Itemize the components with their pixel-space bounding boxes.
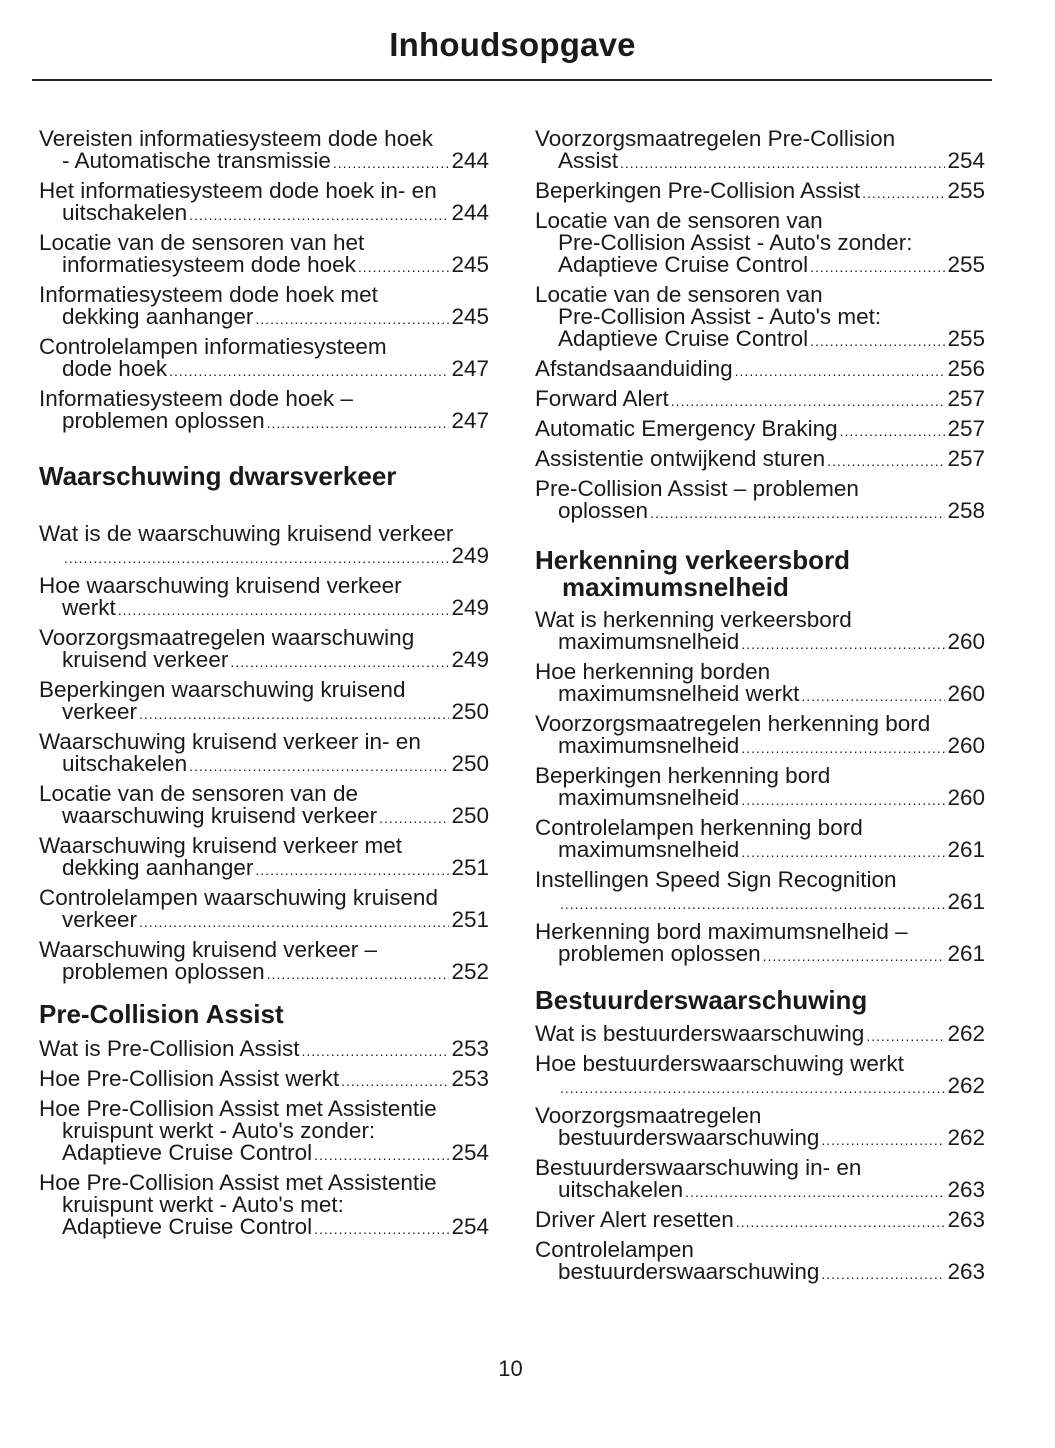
toc-page-number[interactable]: 244 [451,148,489,173]
toc-entry-line [535,891,985,913]
section-heading-line: Bestuurderswaarschuwing [535,985,868,1015]
toc-entry-text: - Automatische transmissie [62,148,331,173]
dot-leader [866,1025,945,1047]
toc-entry-text: maximumsnelheid [558,629,740,654]
toc-entry[interactable] [535,869,985,913]
toc-entry[interactable] [535,478,985,522]
toc-entry-line [535,631,985,653]
dot-leader [64,547,449,569]
toc-entry[interactable] [39,1098,489,1164]
toc-entry-line [39,753,489,775]
toc-page-number[interactable]: 263 [947,1207,985,1232]
toc-entry[interactable] [535,661,985,705]
toc-entry-text: maximumsnelheid werkt [558,681,800,706]
toc-page-number[interactable]: 250 [451,803,489,828]
toc-entry-text: Controlelampen [535,1237,694,1262]
dot-leader [840,420,946,442]
toc-entry-text: Wat is Pre-Collision Assist [39,1036,300,1061]
toc-entry-line [39,1216,489,1238]
toc-entry-line [535,478,985,500]
toc-page-number[interactable]: 251 [451,907,489,932]
toc-entry-line [535,358,985,380]
toc-entry[interactable] [535,1105,985,1149]
toc-entry-line [535,232,985,254]
toc-page-number[interactable]: 262 [947,1125,985,1150]
toc-entry-line [535,1105,985,1127]
toc-entry[interactable] [535,817,985,861]
toc-page-number[interactable]: 255 [947,252,985,277]
toc-entry[interactable] [535,765,985,809]
toc-entry-line [535,328,985,350]
toc-entry-text: Informatiesysteem dode hoek – [39,386,353,411]
toc-entry[interactable] [39,523,489,567]
toc-entry-text: Bestuurderswaarschuwing in- en [535,1155,862,1180]
toc-page-number[interactable]: 253 [451,1066,489,1091]
toc-page-number[interactable]: 260 [947,785,985,810]
dot-leader [267,963,450,985]
toc-entry-text: informatiesysteem dode hoek [62,252,356,277]
toc-entry-text: Voorzorgsmaatregelen Pre-Collision [535,126,896,151]
toc-page-number[interactable]: 257 [947,416,985,441]
toc-entry[interactable] [39,1068,489,1090]
toc-page-number[interactable]: 249 [451,595,489,620]
toc-entry-text: Adaptieve Cruise Control [558,252,809,277]
toc-entry-text: kruispunt werkt - Auto's zonder: [62,1118,376,1143]
toc-entry-line [39,961,489,983]
toc-entry-text: Adaptieve Cruise Control [62,1140,313,1165]
toc-entry-text: dekking aanhanger [62,855,254,880]
toc-entry[interactable] [39,627,489,671]
toc-entry-line [39,410,489,432]
toc-entry-line [39,1038,489,1060]
toc-entry[interactable] [535,128,985,172]
toc-page-number[interactable]: 260 [947,733,985,758]
toc-page-number[interactable]: 261 [947,889,985,914]
toc-entry-text: waarschuwing kruisend verkeer [62,803,378,828]
toc-section [39,128,489,432]
toc-entry-text: Pre-Collision Assist - Auto's zonder: [558,230,913,255]
toc-entry-text: Wat is de waarschuwing kruisend verkeer [39,521,454,546]
toc-entry-text: Pre-Collision Assist - Auto's met: [558,304,882,329]
toc-entry-line [535,817,985,839]
toc-page-number[interactable]: 260 [947,681,985,706]
toc-entry[interactable] [535,1023,985,1045]
toc-entry-text: werkt [62,595,116,620]
toc-page-number[interactable]: 256 [947,356,985,381]
toc-entry-text: Adaptieve Cruise Control [558,326,809,351]
dot-leader [741,737,945,759]
dot-leader [189,204,449,226]
toc-page-number[interactable]: 245 [451,252,489,277]
toc-page-number[interactable]: 252 [451,959,489,984]
toc-section [39,463,489,983]
toc-entry-text: Assist [558,148,619,173]
toc-entry-line [535,943,985,965]
toc-entry[interactable] [39,284,489,328]
toc-entry[interactable] [39,388,489,432]
dot-leader [314,1144,449,1166]
toc-page-number[interactable]: 255 [947,178,985,203]
toc-entry-line [535,735,985,757]
toc-entry-text: uitschakelen [62,751,188,776]
dot-leader [560,1077,945,1099]
toc-entry-line [39,805,489,827]
toc-entry-line [39,731,489,753]
toc-entry-line [39,939,489,961]
dot-leader [650,502,945,524]
toc-entry-line [535,388,985,410]
toc-section [535,547,985,965]
toc-entry-line [39,254,489,276]
toc-entry-text: Beperkingen herkenning bord [535,763,831,788]
dot-leader [801,685,945,707]
toc-entry-text: Assistentie ontwijkend sturen [535,446,826,471]
toc-page-number[interactable]: 247 [451,408,489,433]
toc-entry-text: Instellingen Speed Sign Recognition [535,867,897,892]
toc-entry-text: Locatie van de sensoren van het [39,230,365,255]
toc-entry-text: Pre-Collision Assist – problemen [535,476,859,501]
dot-leader [821,1263,945,1285]
toc-entry-text: Controlelampen herkenning bord [535,815,863,840]
dot-leader [139,703,449,725]
toc-page-number[interactable]: 244 [451,200,489,225]
toc-entry[interactable] [535,609,985,653]
toc-entry-line [535,284,985,306]
toc-entry-text: Hoe Pre-Collision Assist met Assistentie [39,1096,437,1121]
dot-leader [741,633,945,655]
dot-leader [741,841,945,863]
toc-entry-text: dode hoek [62,356,168,381]
toc-entry-text: Controlelampen informatiesysteem [39,334,387,359]
toc-entry-text: Voorzorgsmaatregelen waarschuwing [39,625,415,650]
toc-entry-text: maximumsnelheid [558,733,740,758]
toc-page-number[interactable]: 254 [451,1140,489,1165]
toc-entry-text: Herkenning bord maximumsnelheid – [535,919,908,944]
toc-entry-text: Hoe bestuurderswaarschuwing werkt [535,1051,904,1076]
toc-page-number[interactable]: 260 [947,629,985,654]
toc-entry[interactable] [39,835,489,879]
toc-page-number[interactable]: 261 [947,837,985,862]
dot-leader [810,256,945,278]
toc-entry-line [39,887,489,909]
toc-entry-text: uitschakelen [62,200,188,225]
toc-entry[interactable] [535,1157,985,1201]
toc-page-number[interactable]: 261 [947,941,985,966]
toc-entry-line [39,232,489,254]
dot-leader [301,1040,449,1062]
toc-entry[interactable] [535,388,985,410]
toc-entry[interactable] [39,887,489,931]
toc-entry-line [535,609,985,631]
toc-entry-line [535,500,985,522]
toc-entry-line [39,857,489,879]
toc-entry[interactable] [39,783,489,827]
toc-page-number[interactable]: 263 [947,1177,985,1202]
toc-entry-text: Beperkingen Pre-Collision Assist [535,178,861,203]
dot-leader [255,859,449,881]
toc-entry-text: Hoe Pre-Collision Assist met Assistentie [39,1170,437,1195]
toc-section [535,987,985,1283]
toc-entry[interactable] [39,1038,489,1060]
toc-entry-text: maximumsnelheid [558,837,740,862]
toc-entry-text: Wat is herkenning verkeersbord [535,607,852,632]
toc-page-number[interactable]: 253 [451,1036,489,1061]
toc-page-number[interactable]: 263 [947,1259,985,1284]
dot-leader [255,308,449,330]
section-heading [535,547,985,601]
dot-leader [741,789,945,811]
toc-entry-line [535,418,985,440]
dot-leader [333,152,450,174]
toc-page-number[interactable]: 247 [451,356,489,381]
dot-leader [620,152,945,174]
toc-entry-line [535,839,985,861]
toc-page-number[interactable]: 257 [947,446,985,471]
toc-entry-line [39,649,489,671]
toc-entry[interactable] [39,128,489,172]
toc-entry[interactable] [535,358,985,380]
toc-entry-text: maximumsnelheid [558,785,740,810]
toc-entry-line [535,150,985,172]
toc-entry-line [535,210,985,232]
toc-entry-line [535,1053,985,1075]
toc-page-number[interactable]: 249 [451,647,489,672]
dot-leader [341,1070,449,1092]
toc-section [535,128,985,522]
toc-page-number[interactable]: 254 [451,1214,489,1239]
toc-entry-text: Automatic Emergency Braking [535,416,838,441]
toc-page-number[interactable]: 251 [451,855,489,880]
dot-leader [230,651,449,673]
page-number: 10 [498,1356,523,1381]
dot-leader [827,450,945,472]
toc-entry-line [535,306,985,328]
toc-entry-line [39,128,489,150]
section-heading [535,987,985,1014]
toc-entry[interactable] [535,180,985,202]
toc-entry-line [535,921,985,943]
toc-entry-line [39,358,489,380]
dot-leader [139,911,449,933]
dot-leader [169,360,449,382]
dot-leader [685,1181,945,1203]
toc-entry-text: Voorzorgsmaatregelen [535,1103,762,1128]
dot-leader [189,755,449,777]
toc-page-number[interactable]: 245 [451,304,489,329]
toc-entry-line [39,1172,489,1194]
toc-entry-text: Wat is bestuurderswaarschuwing [535,1021,865,1046]
toc-entry-text: Adaptieve Cruise Control [62,1214,313,1239]
section-heading-line: Pre-Collision Assist [39,999,284,1029]
toc-entry[interactable] [535,448,985,470]
toc-page-number[interactable]: 257 [947,386,985,411]
dot-leader [358,256,450,278]
toc-page-number[interactable]: 255 [947,326,985,351]
section-heading-line: Herkenning verkeersbord [535,545,851,575]
toc-entry-text: bestuurderswaarschuwing [558,1125,820,1150]
toc-entry-text: Het informatiesysteem dode hoek in- en [39,178,437,203]
toc-entry-line [535,1023,985,1045]
toc-entry-text: Driver Alert resetten [535,1207,734,1232]
dot-leader [736,1211,946,1233]
toc-entry-text: Hoe herkenning borden [535,659,771,684]
toc-entry[interactable] [535,418,985,440]
toc-entry-text: Waarschuwing kruisend verkeer in- en [39,729,421,754]
toc-entry-line [535,1261,985,1283]
toc-entry-text: Locatie van de sensoren van de [39,781,358,806]
toc-entry-line [39,627,489,649]
toc-entry-text: Informatiesysteem dode hoek met [39,282,378,307]
toc-entry-text: Hoe waarschuwing kruisend verkeer [39,573,402,598]
toc-entry-line [535,128,985,150]
toc-entry-text: uitschakelen [558,1177,684,1202]
toc-entry-text: problemen oplossen [62,408,265,433]
toc-entry-text: Forward Alert [535,386,669,411]
dot-leader [379,807,449,829]
toc-entry-line [535,254,985,276]
toc-entry-line [39,909,489,931]
toc-entry-line [39,180,489,202]
toc-entry-line [535,661,985,683]
dot-leader [735,360,946,382]
toc-entry-line [535,1239,985,1261]
toc-page-number[interactable]: 250 [451,751,489,776]
toc-entry-line [39,1194,489,1216]
toc-entry[interactable] [39,731,489,775]
toc-entry[interactable] [39,939,489,983]
dot-leader [560,893,945,915]
toc-page-number[interactable]: 262 [947,1021,985,1046]
toc-entry-line [39,388,489,410]
toc-entry-line [535,1075,985,1097]
toc-entry-line [39,835,489,857]
toc-entry-line [39,523,489,545]
toc-entry[interactable] [39,232,489,276]
toc-entry[interactable] [39,1172,489,1238]
toc-entry-line [535,869,985,891]
toc-entry-line [39,150,489,172]
toc-entry-text: Waarschuwing kruisend verkeer – [39,937,378,962]
section-heading [39,1001,489,1028]
toc-entry-line [535,180,985,202]
toc-entry-text: kruispunt werkt - Auto's met: [62,1192,344,1217]
toc-section [39,1001,489,1238]
toc-entry[interactable] [39,180,489,224]
toc-entry[interactable] [535,210,985,276]
toc-entry[interactable] [535,713,985,757]
toc-entry-line [535,713,985,735]
toc-entry[interactable] [535,284,985,350]
toc-entry-line [39,306,489,328]
dot-leader [862,182,945,204]
dot-leader [821,1129,945,1151]
toc-page-number[interactable]: 254 [947,148,985,173]
toc-entry-line [39,1142,489,1164]
toc-entry-text: dekking aanhanger [62,304,254,329]
section-heading-line: maximumsnelheid [562,572,789,602]
toc-entry-line [39,575,489,597]
toc-entry-line [39,284,489,306]
toc-entry-line [535,683,985,705]
dot-leader [118,599,450,621]
title-divider [32,79,992,81]
toc-entry-text: problemen oplossen [62,959,265,984]
toc-entry-text: Vereisten informatiesysteem dode hoek [39,126,433,151]
toc-entry-line [535,1209,985,1231]
toc-entry-line [535,1179,985,1201]
page-title: Inhoudsopgave [389,26,636,63]
toc-page-number[interactable]: 262 [947,1073,985,1098]
toc-entry-text: Afstandsaanduiding [535,356,733,381]
toc-entry-text: bestuurderswaarschuwing [558,1259,820,1284]
dot-leader [671,390,946,412]
toc-entry-line [39,701,489,723]
toc-entry-text: oplossen [558,498,649,523]
toc-entry-line [39,597,489,619]
toc-entry-line [39,202,489,224]
dot-leader [314,1218,449,1240]
toc-entry-line [39,679,489,701]
toc-entry-text: problemen oplossen [558,941,761,966]
toc-entry-text: kruisend verkeer [62,647,229,672]
toc-entry-text: Locatie van de sensoren van [535,208,823,233]
toc-entry-line [39,545,489,567]
toc-entry-text: Hoe Pre-Collision Assist werkt [39,1066,340,1091]
toc-entry-text: Controlelampen waarschuwing kruisend [39,885,438,910]
toc-entry[interactable] [535,1239,985,1283]
section-heading [39,463,489,490]
toc-entry-line [535,1127,985,1149]
toc-entry[interactable] [535,1053,985,1097]
dot-leader [810,330,945,352]
toc-entry-text: Locatie van de sensoren van [535,282,823,307]
toc-entry-line [39,1120,489,1142]
section-heading-line: Waarschuwing dwarsverkeer [39,461,397,491]
toc-page-number[interactable]: 250 [451,699,489,724]
toc-entry-line [535,448,985,470]
toc-entry-line [39,336,489,358]
toc-entry-line [535,1157,985,1179]
toc-entry-text: verkeer [62,699,138,724]
toc-entry-line [39,1098,489,1120]
dot-leader [763,945,946,967]
dot-leader [267,412,450,434]
toc-entry[interactable] [535,1209,985,1231]
toc-entry[interactable] [39,679,489,723]
toc-entry-line [535,765,985,787]
toc-column-left [39,128,489,1246]
toc-entry[interactable] [535,921,985,965]
toc-page-number[interactable]: 258 [947,498,985,523]
toc-entry[interactable] [39,336,489,380]
toc-entry[interactable] [39,575,489,619]
toc-entry-text: Voorzorgsmaatregelen herkenning bord [535,711,931,736]
toc-column-right [535,128,985,1291]
toc-entry-text: Waarschuwing kruisend verkeer met [39,833,403,858]
toc-entry-line [535,787,985,809]
toc-entry-line [39,783,489,805]
toc-entry-line [39,1068,489,1090]
toc-entry-text: Beperkingen waarschuwing kruisend [39,677,406,702]
toc-page-number[interactable]: 249 [451,543,489,568]
toc-entry-text: verkeer [62,907,138,932]
